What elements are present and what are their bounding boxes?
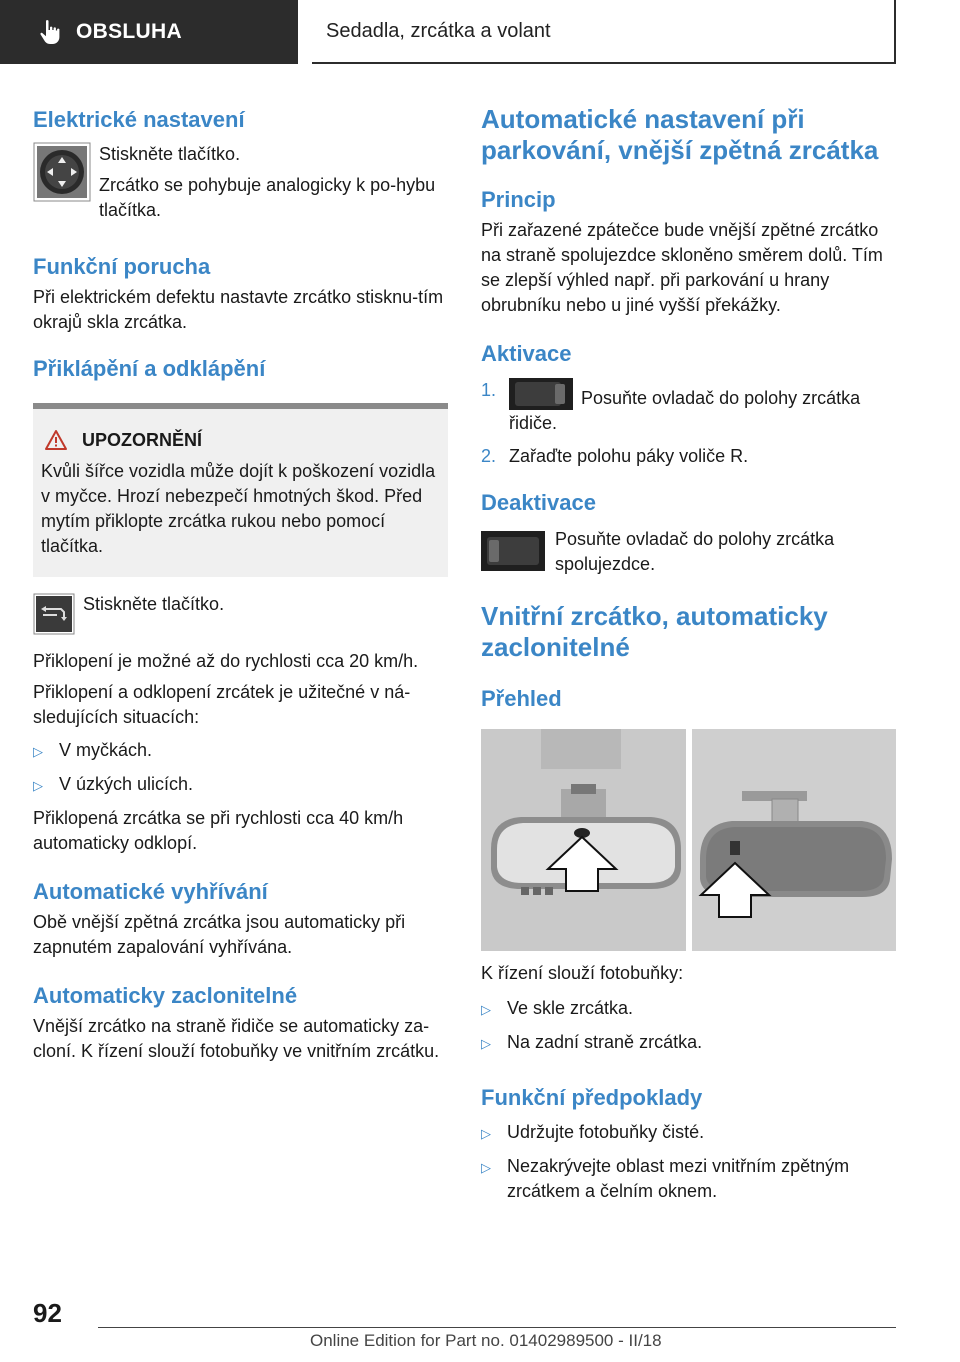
- heading-deactivation: Deaktivace: [481, 490, 596, 515]
- overview-text: K řízení slouží fotobuňky:: [481, 963, 684, 983]
- warning-triangle-icon: [44, 429, 68, 451]
- requirements-list: [481, 1120, 896, 1204]
- electric-press-text: Stiskněte tlačítko.: [99, 144, 241, 164]
- warning-title: UPOZORNĚNÍ: [82, 429, 203, 450]
- section-tab[interactable]: [0, 0, 298, 64]
- bullet-triangle-icon: ▷: [481, 1126, 491, 1141]
- list-item: ▷ Na zadní straně zrcátka.: [481, 1030, 896, 1056]
- inner-mirror-photos: [481, 729, 896, 951]
- list-item: ▷ V myčkách.: [33, 738, 448, 764]
- edition-text: Online Edition for Part no. 01402989500 - II/18: [310, 1331, 662, 1350]
- principle-text: Při zařazené zpátečce bude vnější zpětné zrcátko na straně spolujezdce skloněno směrem dolů. Tím se zlepší výhled např. při parkování u hrany obrubníku nebo u jiné vyšší překážky.: [481, 220, 883, 315]
- mirror-selector-passenger-icon: [481, 531, 545, 571]
- heading-auto-dimming: Automaticky zaclonitelné: [33, 983, 298, 1008]
- heading-principle: Princip: [481, 187, 556, 212]
- heading-parking-adjustment: Automatické nastavení při parkování, vnější zpětná zrcátka: [481, 104, 879, 165]
- bullet-triangle-icon: ▷: [481, 1002, 491, 1017]
- bullet-triangle-icon: ▷: [33, 778, 43, 793]
- heading-folding: Přiklápění a odklápění: [33, 356, 266, 381]
- mirror-front-photo: [481, 729, 686, 951]
- page-header: [0, 0, 960, 66]
- auto-heating-text: Obě vnější zpětná zrcátka jsou automaticky při zapnutém zapalování vyhřívána.: [33, 912, 406, 957]
- warning-title-row: [41, 429, 438, 451]
- footer-divider: [98, 1327, 896, 1328]
- chapter-tab: [312, 0, 896, 64]
- warning-text: Kvůli šířce vozidla může dojít k poškození vozidla v myčce. Hrozí nebezpečí hmotných škod. Před mytím přiklopte zrcátka rukou nebo pomocí tlačítka.: [41, 461, 436, 556]
- list-item: ▷ V úzkých ulicích.: [33, 772, 448, 798]
- fold-situations-text: Přiklopení a odklopení zrcátek je užitečné v ná-sledujících situacích:: [33, 682, 411, 727]
- deactivation-row: [481, 527, 896, 577]
- activation-steps: [481, 378, 896, 469]
- malfunction-text: Při elektrickém defektu nastavte zrcátko stisknu-tím okrajů skla zrcátka.: [33, 287, 444, 332]
- list-item: ▷ Nezakrývejte oblast mezi vnitřním zpětným zrcátkem a čelním oknem.: [481, 1154, 896, 1204]
- mirror-fold-button-icon: [33, 593, 75, 635]
- electric-adjust-row: [33, 142, 448, 223]
- mirror-front-image: [481, 729, 686, 951]
- left-column: [33, 96, 448, 1064]
- deactivation-text: Posuňte ovladač do polohy zrcátka spolujezdce.: [555, 529, 835, 574]
- bullet-triangle-icon: ▷: [33, 744, 43, 759]
- photocell-list: [481, 996, 896, 1056]
- heading-auto-heating: Automatické vyhřívání: [33, 879, 268, 904]
- mirror-joystick-icon: [33, 142, 91, 202]
- electric-movement-text: Zrcátko se pohybuje analogicky k po-hybu tlačítka.: [99, 175, 436, 220]
- warning-box: [33, 403, 448, 577]
- bullet-triangle-icon: ▷: [481, 1036, 491, 1051]
- mirror-back-image: [692, 729, 897, 951]
- list-item: ▷ Ve skle zrcátka.: [481, 996, 896, 1022]
- heading-inner-mirror: Vnitřní zrcátko, automaticky zaclonitelné: [481, 601, 828, 662]
- section-title: OBSLUHA: [76, 20, 182, 43]
- list-item: 2. Zařaďte polohu páky voliče R.: [481, 446, 749, 466]
- heading-electric-adjustment: Elektrické nastavení: [33, 107, 245, 132]
- list-item: 1. Posuňte ovladač do polohy zrcátka řidiče.: [481, 380, 861, 433]
- chapter-title: Sedadla, zrcátka a volant: [326, 19, 551, 42]
- heading-malfunction: Funkční porucha: [33, 254, 211, 279]
- auto-dimming-text: Vnější zrcátko na straně řidiče se automaticky za-cloní. K řízení slouží fotobuňky ve vnitřním zrcátku.: [33, 1016, 440, 1061]
- right-column: [481, 96, 896, 1212]
- unfold-speed-text: Přiklopená zrcátka se při rychlosti cca 40 km/h automaticky odklopí.: [33, 808, 404, 853]
- mirror-back-photo: [692, 729, 897, 951]
- bullet-triangle-icon: ▷: [481, 1160, 491, 1175]
- page-number: 92: [33, 1298, 62, 1328]
- mirror-selector-driver-icon: [509, 378, 573, 410]
- fold-situations-list: [33, 738, 448, 798]
- heading-overview: Přehled: [481, 686, 562, 711]
- list-item: ▷ Udržujte fotobuňky čisté.: [481, 1120, 896, 1146]
- fold-press-text: Stiskněte tlačítko.: [83, 594, 225, 614]
- hand-pointer-icon: [38, 19, 62, 45]
- fold-press-row: [33, 593, 448, 635]
- heading-activation: Aktivace: [481, 341, 572, 366]
- fold-speed-text: Přiklopení je možné až do rychlosti cca 20 km/h.: [33, 651, 419, 671]
- heading-requirements: Funkční předpoklady: [481, 1085, 703, 1110]
